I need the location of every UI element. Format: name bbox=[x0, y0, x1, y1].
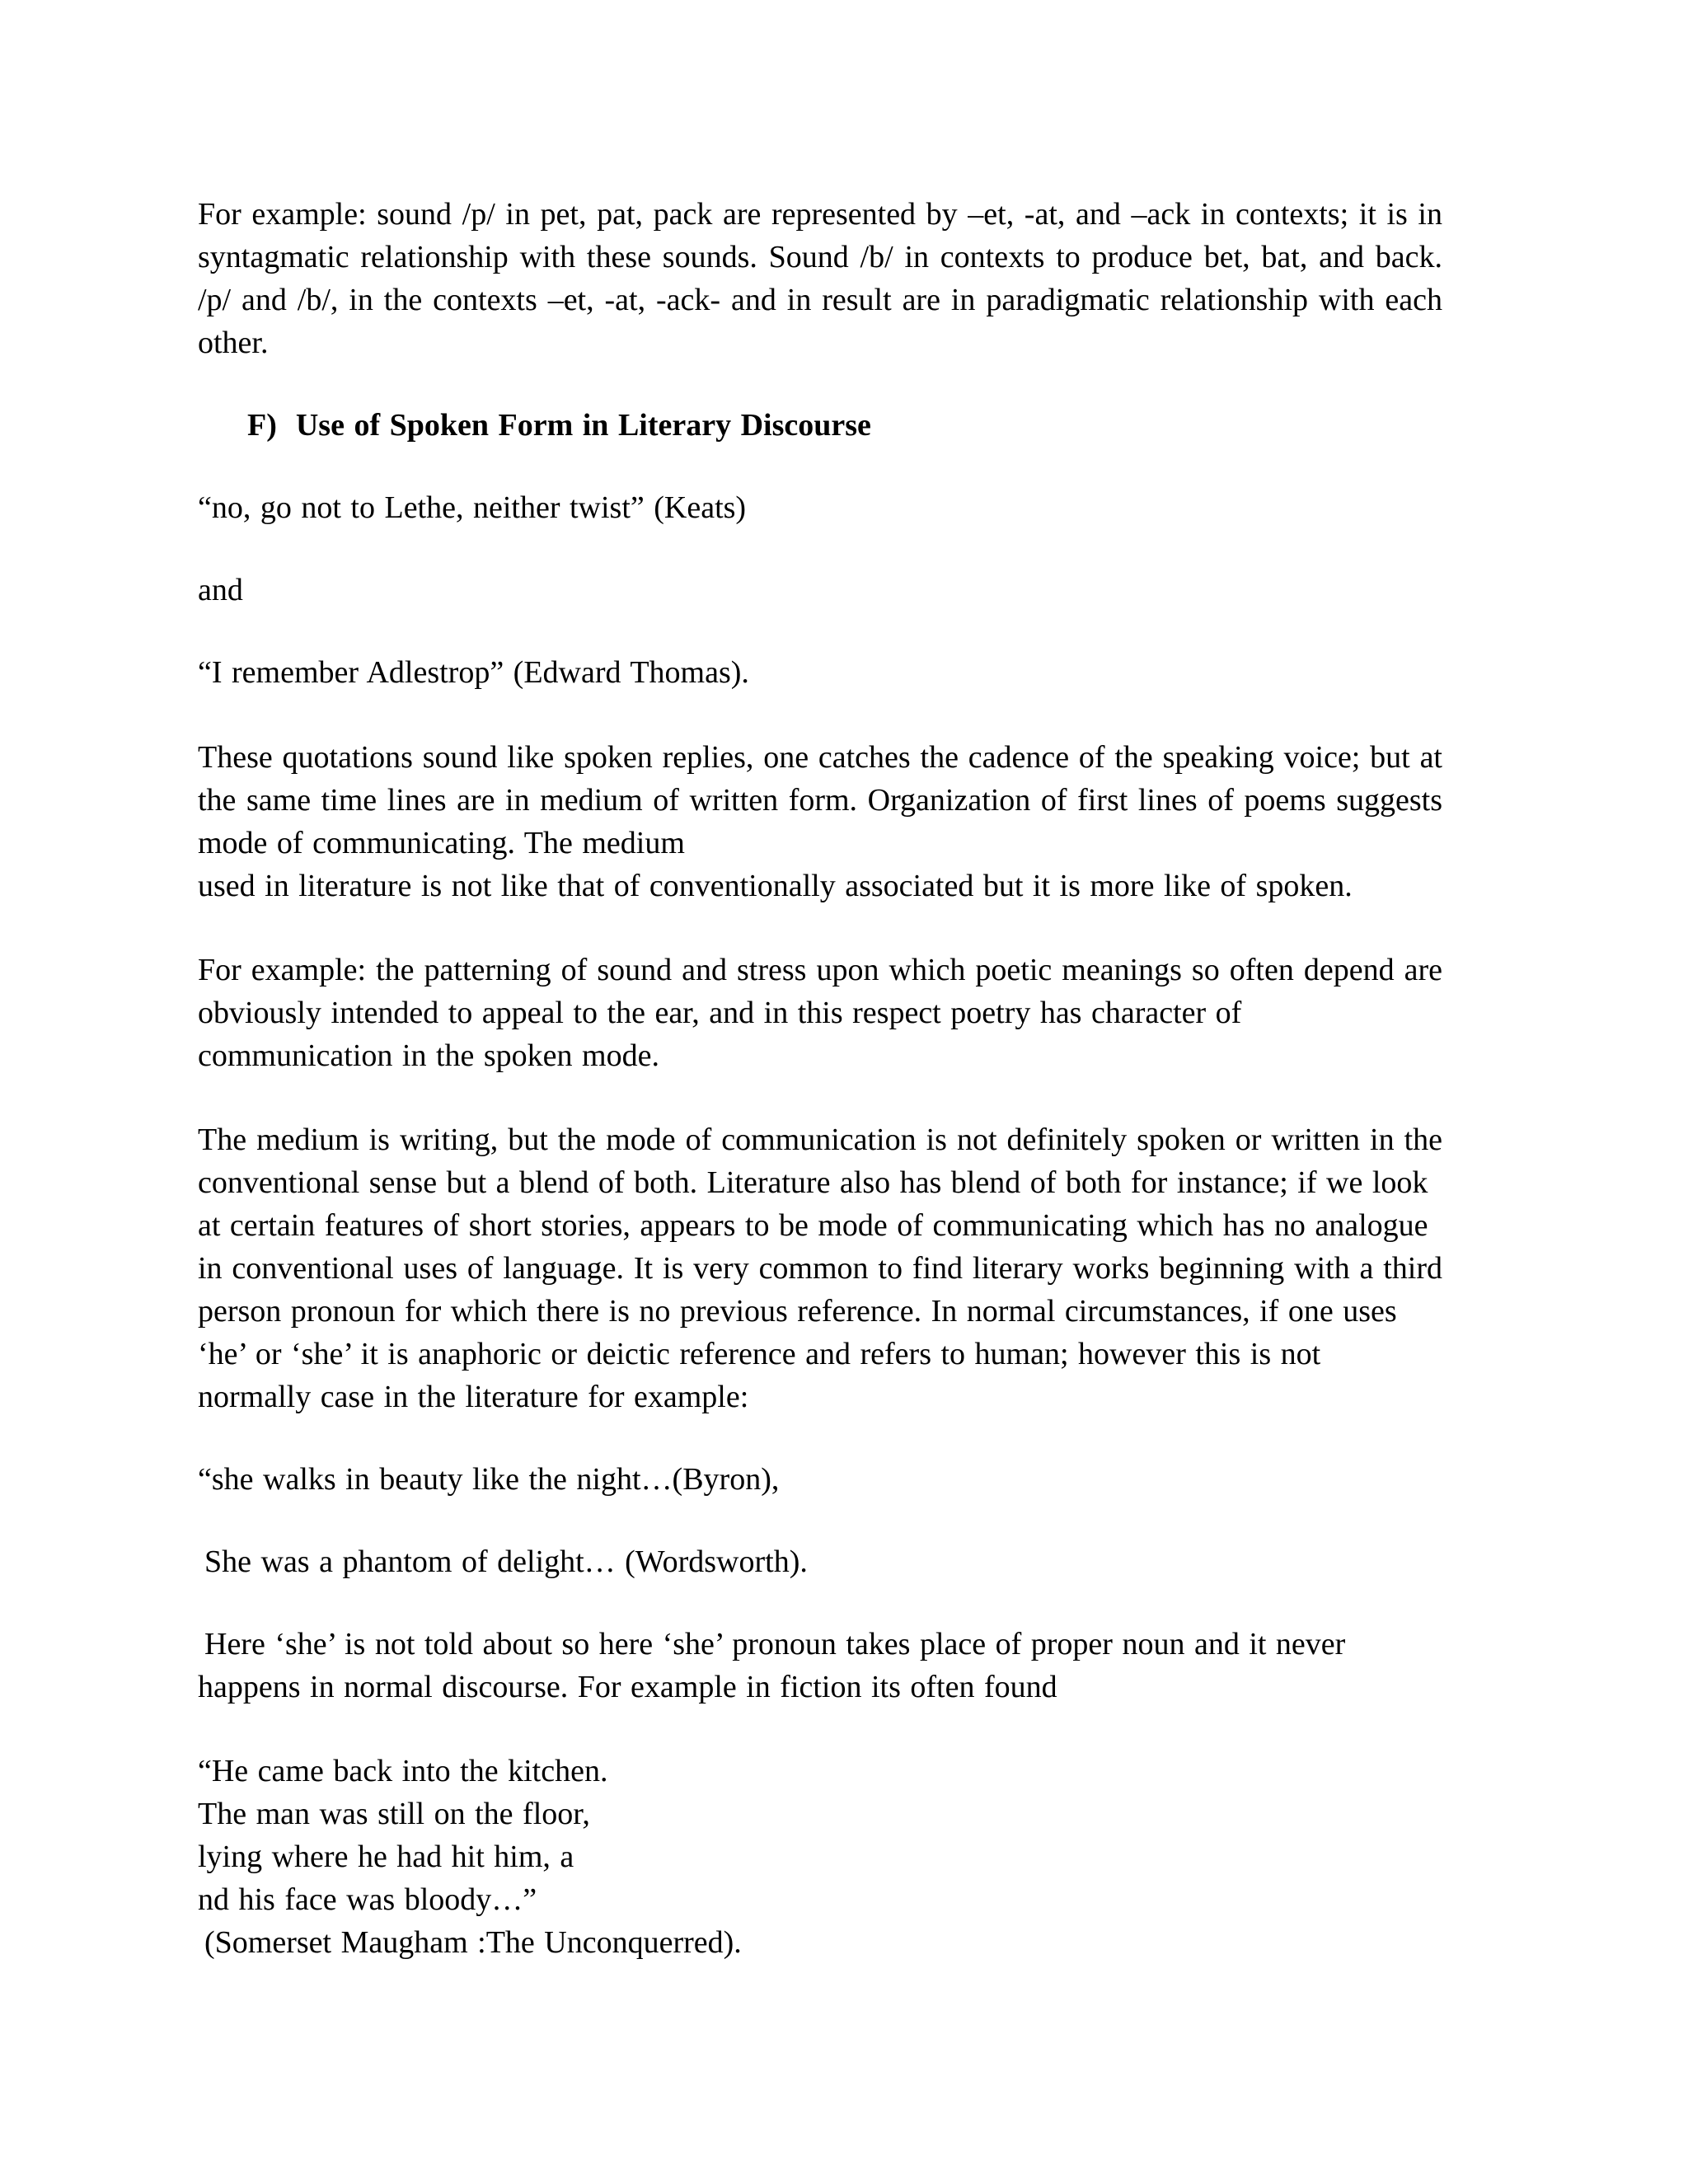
paragraph-line: at certain features of short stories, appears to be mode of communicating which has no analogue bbox=[198, 1208, 1428, 1243]
connector-text: and bbox=[198, 573, 243, 607]
quote-byron: “she walks in beauty like the night…(Byron), bbox=[198, 1462, 780, 1497]
quote-maugham-line: “He came back into the kitchen. bbox=[198, 1754, 608, 1788]
paragraph-line: mode of communicating. The medium bbox=[198, 826, 685, 860]
paragraph-line: /p/ and /b/, in the contexts –et, -at, -ack- and in result are in paradigmatic relationship with each bbox=[198, 283, 1442, 317]
paragraph-line: Here ‘she’ is not told about so here ‘she’ pronoun takes place of proper noun and it never bbox=[204, 1627, 1346, 1661]
paragraph-line: communication in the spoken mode. bbox=[198, 1038, 659, 1073]
quote-maugham-line: lying where he had hit him, a bbox=[198, 1840, 574, 1874]
paragraph-line: the same time lines are in medium of written form. Organization of first lines of poems suggests bbox=[198, 783, 1442, 818]
paragraph-line: in conventional uses of language. It is very common to find literary works beginning with a third bbox=[198, 1251, 1442, 1286]
paragraph-line: conventional sense but a blend of both. Literature also has blend of both for instance; if we look bbox=[198, 1165, 1428, 1200]
paragraph-line: other. bbox=[198, 326, 269, 360]
paragraph-line: syntagmatic relationship with these sounds. Sound /b/ in contexts to produce bet, bat, and back. bbox=[198, 240, 1442, 274]
paragraph-line: The medium is writing, but the mode of communication is not definitely spoken or written in the bbox=[198, 1122, 1442, 1157]
paragraph-line: obviously intended to appeal to the ear, and in this respect poetry has character of bbox=[198, 996, 1242, 1030]
paragraph-line: normally case in the literature for example: bbox=[198, 1380, 749, 1414]
paragraph-line: used in literature is not like that of conventionally associated but it is more like of spoken. bbox=[198, 869, 1353, 903]
quote-maugham-line: nd his face was bloody…” bbox=[198, 1882, 537, 1917]
quote-maugham-citation: (Somerset Maugham :The Unconquerred). bbox=[204, 1925, 742, 1960]
paragraph-line: For example: the patterning of sound and stress upon which poetic meanings so often depend are bbox=[198, 953, 1442, 987]
section-heading: F) Use of Spoken Form in Literary Discourse bbox=[247, 408, 871, 443]
quote-wordsworth: She was a phantom of delight… (Wordsworth). bbox=[204, 1544, 808, 1579]
paragraph-line: ‘he’ or ‘she’ it is anaphoric or deictic reference and refers to human; however this is not bbox=[198, 1337, 1321, 1371]
quote-thomas: “I remember Adlestrop” (Edward Thomas). bbox=[198, 655, 749, 690]
paragraph-line: These quotations sound like spoken replies, one catches the cadence of the speaking voice; but at bbox=[198, 740, 1442, 775]
paragraph-line: person pronoun for which there is no previous reference. In normal circumstances, if one uses bbox=[198, 1294, 1397, 1329]
quote-keats: “no, go not to Lethe, neither twist” (Keats) bbox=[198, 490, 747, 525]
paragraph-line: For example: sound /p/ in pet, pat, pack are represented by –et, -at, and –ack in contexts; it is in bbox=[198, 197, 1442, 232]
quote-maugham-line: The man was still on the floor, bbox=[198, 1797, 590, 1831]
paragraph-line: happens in normal discourse. For example in fiction its often found bbox=[198, 1670, 1057, 1704]
